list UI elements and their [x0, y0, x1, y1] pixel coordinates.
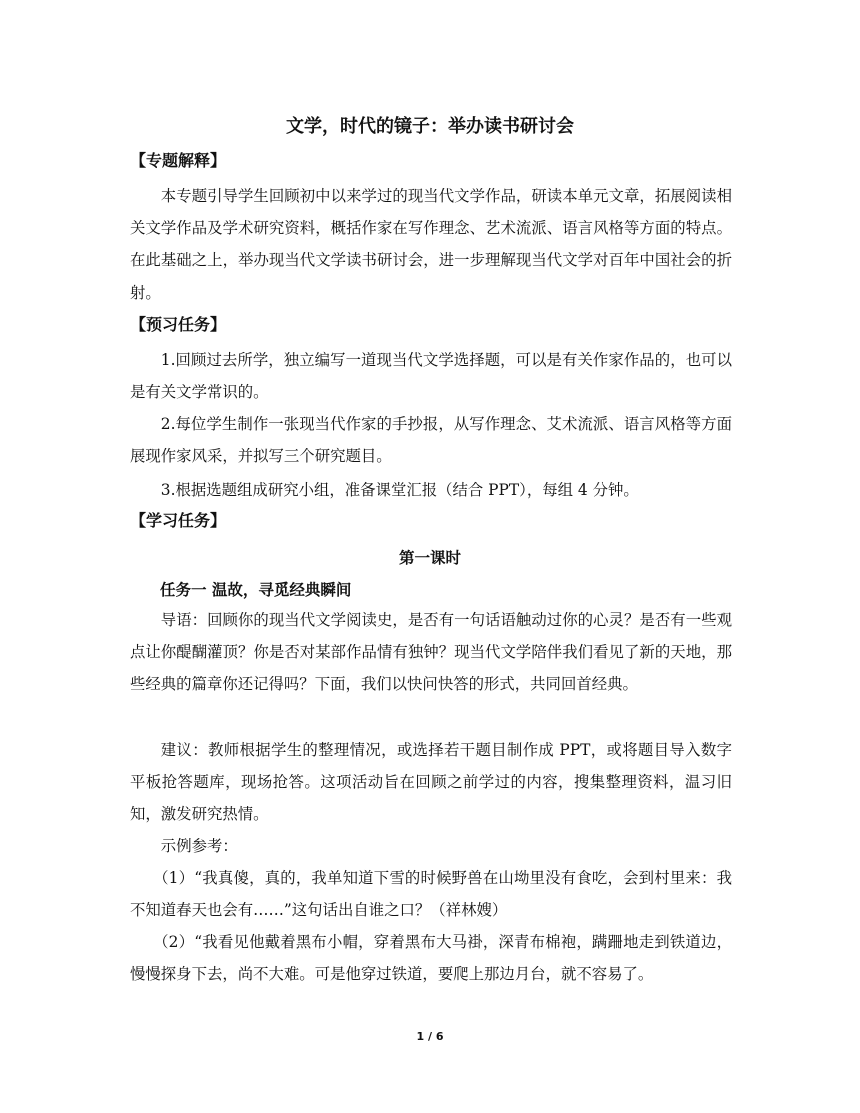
- paragraph-explain: 本专题引导学生回顾初中以来学过的现当代文学作品，研读本单元文章，拓展阅读相关文学作品及学术研究资料，概括作家在写作理念、艺术流派、语言风格等方面的特点。在此基础之上，举办现当代文学读书研讨会，进一步理解现当代文学对百年中国社会的折射。: [130, 187, 732, 302]
- section-heading-explain: 【专题解释】: [130, 151, 227, 170]
- example-item-2: （2）“我看见他戴着黑布小帽，穿着黑布大马褂，深青布棉袍，蹒跚地走到铁道边，慢慢探身下去，尚不大难。可是他穿过铁道，要爬上那边月台，就不容易了。: [130, 933, 732, 984]
- example-item-1: （1）“我真傻，真的，我单知道下雪的时候野兽在山坳里没有食吃，会到村里来：我不知道春天也会有……”这句话出自谁之口？（祥林嫂）: [130, 869, 732, 920]
- paragraph-suggestion: 建议：教师根据学生的整理情况，或选择若干题目制作成 PPT，或将题目导入数字平板抢答题库，现场抢答。这项活动旨在回顾之前学过的内容，搜集整理资料，温习旧知，激发研究热情。: [130, 741, 732, 824]
- example-label: 示例参考：: [160, 837, 238, 855]
- document-title: 文学，时代的镜子：举办读书研讨会: [286, 116, 574, 137]
- paragraph-preview-2: 2.每位学生制作一张现当代作家的手抄报，从写作理念、艾术流派、语言风格等方面展现作家风采，并拟写三个研究题目。: [130, 415, 732, 466]
- lesson-title: 第一课时: [398, 549, 461, 567]
- task-one-heading: 任务一 温故，寻觅经典瞬间: [160, 581, 352, 599]
- paragraph-preview-3: 3.根据选题组成研究小组，准备课堂汇报（结合 PPT），每组 4 分钟。: [160, 481, 639, 499]
- paragraph-intro: 导语：回顾你的现当代文学阅读史，是否有一句话语触动过你的心灵？是否有一些观点让你醍醐灌顶？你是否对某部作品情有独钟？现当代文学陪伴我们看见了新的天地，那些经典的篇章你还记得吗？下面，我们以快问快答的形式，共同回首经典。: [130, 611, 732, 694]
- paragraph-preview-1: 1.回顾过去所学，独立编写一道现当代文学选择题，可以是有关作家作品的，也可以是有关文学常识的。: [130, 351, 732, 402]
- section-heading-learning: 【学习任务】: [130, 511, 227, 530]
- page-number: 1 / 6: [416, 1030, 444, 1043]
- section-heading-preview: 【预习任务】: [130, 315, 227, 334]
